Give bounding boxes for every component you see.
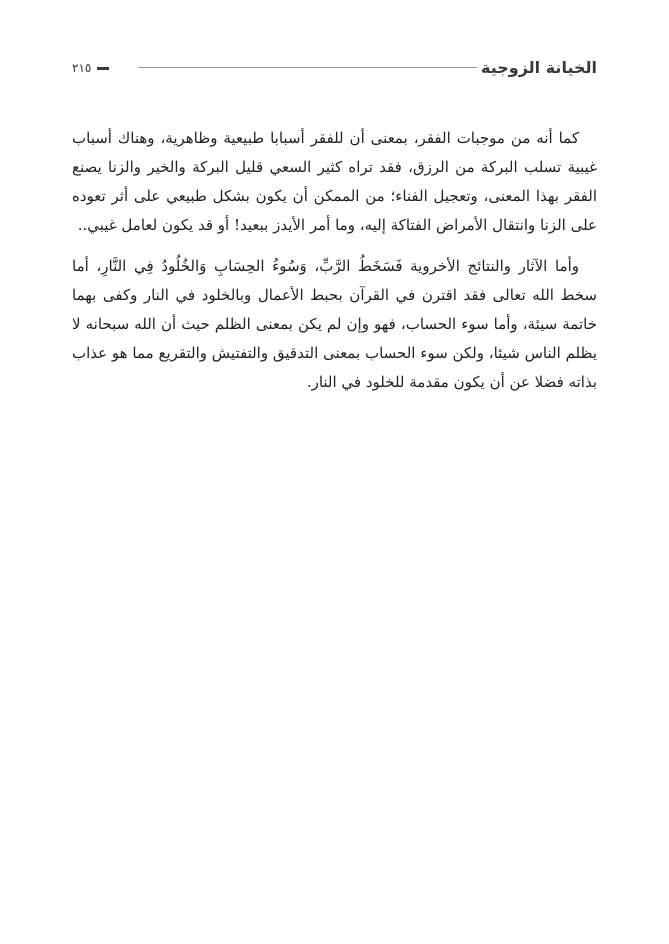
page-number: ٢١٥ xyxy=(72,61,92,75)
page-number-dash xyxy=(97,67,109,70)
page-number-group xyxy=(72,54,109,82)
page-header xyxy=(72,54,597,86)
running-title: الخيانة الزوجية xyxy=(481,58,597,77)
paragraph-1: كما أنه من موجبات الفقر، بمعنى أن للفقر أسبابا طبيعية وظاهرية، وهناك أسباب غيبية تسلب البركة من الرزق، فقد تراه كثير السعي قليل البركة والخير والزنا يصنع الفقر بهذا المعنى، وتعجيل الفناء؛ من الممكن أن يكون بشكل طبيعي على أثر تعوده على الزنا وانتقال الأمراض الفتاكة إليه، وما أمر الأيدز ببعيد! أو قد يكون لعامل غيبي.. xyxy=(72,129,597,234)
paragraph-2: وأما الآثار والنتائج الأخروية فَسَخَطُ الرَّبِّ، وَسُوءُ الحِسَابِ وَالخُلُودُ فِي النَّارِ، أما سخط الله تعالى فقد اقترن في القرآن بحبط الأعمال وبالخلود في النار وكفى بهما خاتمة سيئة، وأما سوء الحساب، فهو وإن لم يكن بمعنى الظلم حيث أن الله سبحانه لا يظلم الناس شيئا، ولكن سوء الحساب بمعنى التدقيق والتفتيش والتقريع مما هو عذاب بذاته فضلا عن أن يكون مقدمة للخلود في النار. xyxy=(72,257,597,391)
header-rule xyxy=(138,67,477,68)
body-text xyxy=(72,124,597,397)
